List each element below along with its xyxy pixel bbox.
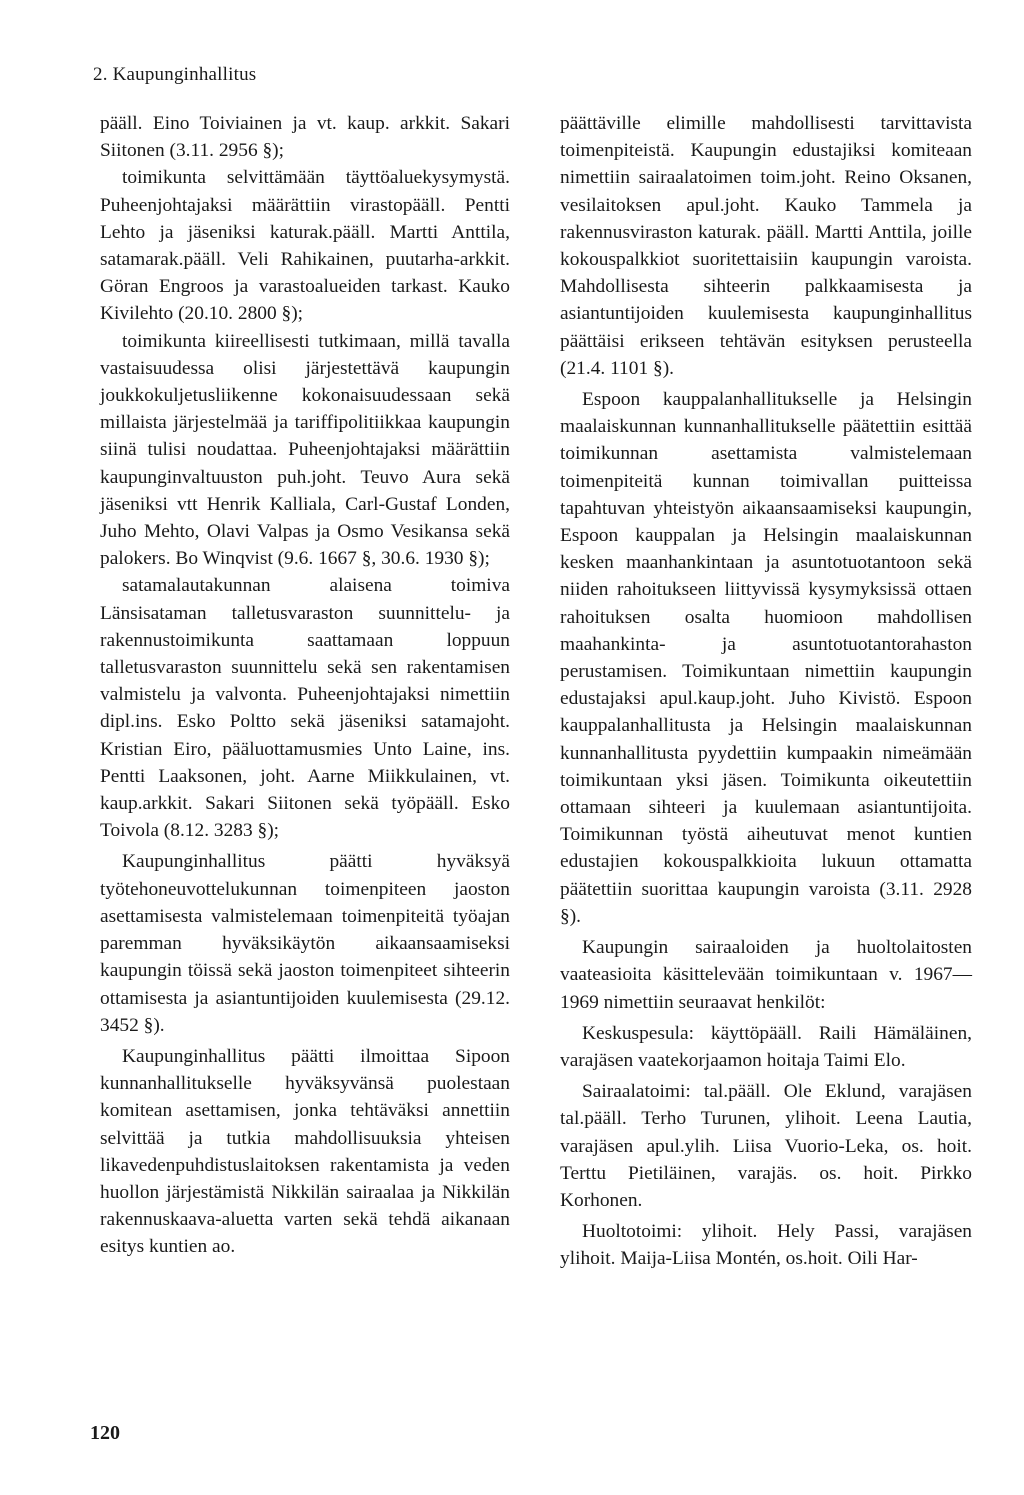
running-head: 2. Kaupunginhallitus xyxy=(93,64,257,85)
paragraph: pääll. Eino Toiviainen ja vt. kaup. arkkit. Sakari Siitonen (3.11. 2956 §); xyxy=(100,113,510,162)
page-number: 120 xyxy=(90,1422,120,1444)
paragraph: satamalautakunnan alaisena toimiva Länsisataman talletusvaraston suunnittelu- ja rakennustoimikunta saattamaan loppuun talletusvaraston suunnittelu sekä sen rakentamisen valmistelu ja valvonta. Puheenjohtajaksi nimettiin dipl.ins. Esko Poltto sekä jäseniksi satamajoht. Kristian Eiro, pääluottamusmies Unto Laine, ins. Pentti Laaksonen, joht. Aarne Miikkulainen, vt. kaup.arkkit. Sakari Siitonen sekä työpääll. Esko Toivola (8.12. 3283 §); xyxy=(100,575,510,842)
paragraph: Kaupunginhallitus päätti ilmoittaa Sipoon kunnanhallitukselle hyväksyvänsä puolestaan komitean asettamisen, jonka tehtäväksi annettiin selvittää ja tutkia mahdollisuuksia yhteisen likavedenpuhdistuslaitoksen rakentamista ja veden huollon järjestämistä Nikkilän sairaalaa ja Nikkilän rakennuskaava-aluetta varten sekä tehdä aikanaan esitys kuntien ao. xyxy=(100,1045,510,1258)
paragraph: toimikunta kiireellisesti tutkimaan, millä tavalla vastaisuudessa olisi järjestettävä kaupungin joukkokuljetusliikenne kokonaisuudessaan sekä millaista järjestelmää ja tariffipolitiikkaa kaupungin siinä tulisi noudattaa. Puheenjohtajaksi määrättiin kaupunginvaltuuston puh.joht. Teuvo Aura sekä jäseniksi vtt Henrik Kalliala, Carl-Gustaf Londen, Juho Mehto, Olavi Valpas ja Osmo Vesikansa sekä palokers. Bo Winqvist (9.6. 1667 §, 30.6. 1930 §); xyxy=(100,330,510,570)
paragraph: päättäville elimille mahdollisesti tarvittavista toimenpiteistä. Kaupungin edustajiksi komiteaan nimettiin sairaalatoimen toim.joht. Reino Oksanen, vesilaitoksen apul.joht. Kauko Tammela ja rakennusviraston katurak. pääll. Martti Anttila, joille kokouspalkkiot suoritettaisiin kaupungin varoista. Mahdollisesta sihteerin palkkaamisesta ja asiantuntijoiden kuulemisesta kaupunginhallitus päättäisi erikseen tehtävän esityksen perusteella (21.4. 1101 §). xyxy=(560,113,972,379)
paragraph: Espoon kauppalanhallitukselle ja Helsingin maalaiskunnan kunnanhallitukselle päätettiin esittää toimikunnan asettamista valmistelemaan toimenpiteitä kunnan toimivallan puitteissa tapahtuvan yhteistyön aikaansaamiseksi kaupungin, Espoon kauppalan ja Helsingin maalaiskunnan kesken maanhankintaan ja asuntotuotantoon sekä niiden rahoitukseen liittyvissä kysymyksissä ottaen rahoituksen osalta huomioon mahdollisen maahankinta- ja asuntotuotantorahaston perustamisen. Toimikuntaan nimettiin kaupungin edustajaksi apul.kaup.joht. Juho Kivistö. Espoon kauppalanhallitusta ja Helsingin maalaiskunnan kunnanhallitusta pyydettiin kumpaakin nimeämään toimikuntaan yksi jäsen. Toimikunta oikeutettiin ottamaan sihteeri ja kuulemaan asiantuntijoita. Toimikunnan työstä aiheutuvat menot kuntien edustajien kokouspalkkioita lukuun ottamatta päätettiin suorittaa kaupungin varoista (3.11. 2928 §). xyxy=(560,389,972,927)
right-column xyxy=(560,110,972,1273)
left-column xyxy=(100,110,510,1261)
paragraph: Keskuspesula: käyttöpääll. Raili Hämäläinen, varajäsen vaatekorjaamon hoitaja Taimi Elo. xyxy=(560,1022,972,1071)
paragraph: Sairaalatoimi: tal.pääll. Ole Eklund, varajäsen tal.pääll. Terho Turunen, ylihoit. Leena Lautia, varajäsen apul.ylih. Liisa Vuorio-Leka, os. hoit. Terttu Pietiläinen, varajäs. os. hoit. Pirkko Korhonen. xyxy=(560,1081,972,1211)
paragraph: Huoltotoimi: ylihoit. Hely Passi, varajäsen ylihoit. Maija-Liisa Montén, os.hoit. Oili Har- xyxy=(560,1221,972,1270)
paragraph: Kaupungin sairaaloiden ja huoltolaitosten vaateasioita käsittelevään toimikuntaan v. 1967—1969 nimettiin seuraavat henkilöt: xyxy=(560,937,972,1013)
paragraph: toimikunta selvittämään täyttöaluekysymystä. Puheenjohtajaksi määrättiin virastopääll. Pentti Lehto ja jäseniksi katurak.pääll. Martti Anttila, satamarak.pääll. Veli Rahikainen, puutarha-arkkit. Göran Engroos ja varastoalueiden tarkast. Kauko Kivilehto (20.10. 2800 §); xyxy=(100,167,510,325)
paragraph: Kaupunginhallitus päätti hyväksyä työtehoneuvottelukunnan toimenpiteen jaoston asettamisesta valmistelemaan toimenpiteitä työajan paremman hyväksikäytön aikaansaamiseksi kaupungin töissä sekä jaoston toimenpiteet sihteerin ottamisesta ja asiantuntijoiden kuulemisesta (29.12. 3452 §). xyxy=(100,851,510,1036)
